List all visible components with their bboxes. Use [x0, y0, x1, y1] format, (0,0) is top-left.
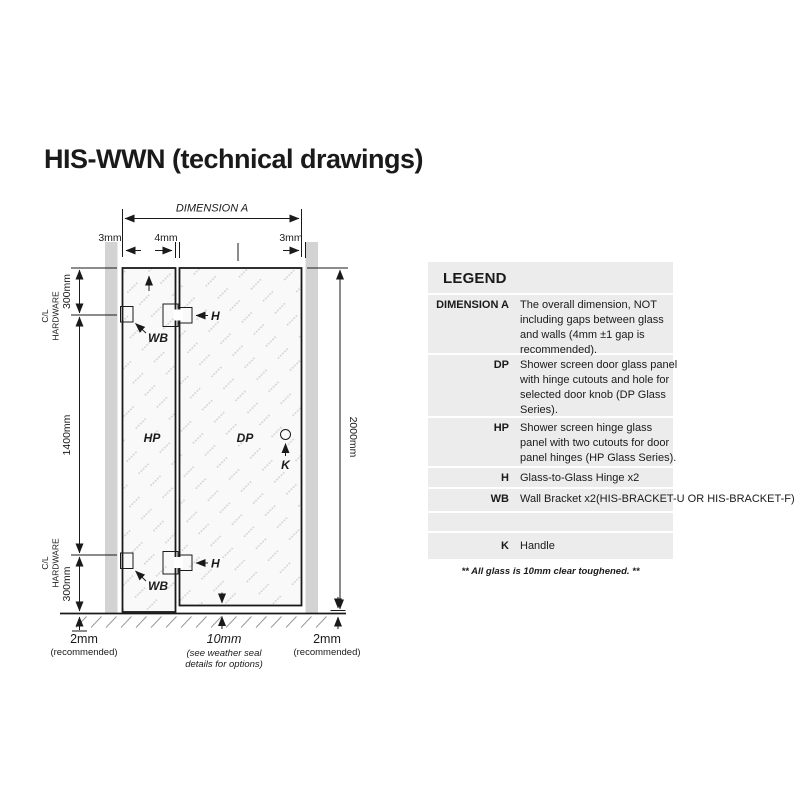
- floor-gap-right-note: (recommended): [293, 647, 361, 658]
- legend-term: DIMENSION A: [436, 299, 509, 311]
- handle-label: K: [281, 458, 290, 472]
- gap-right-label: 3mm: [279, 232, 303, 244]
- legend-row-wb: [428, 487, 795, 511]
- dim-a-label: DIMENSION A: [175, 202, 249, 215]
- legend-panel: [428, 262, 795, 559]
- wall-left: [105, 242, 118, 613]
- legend-row-spacer: [428, 511, 673, 531]
- technical-drawing: [30, 190, 375, 690]
- legend-row-hp: [428, 416, 677, 466]
- legend-desc: Glass-to-Glass Hinge x2: [520, 472, 640, 484]
- dp-panel-label: DP: [236, 431, 254, 445]
- legend-row-dp: [428, 353, 678, 416]
- technical-drawing-svg: [30, 190, 375, 690]
- floor-hatch: [76, 617, 327, 628]
- hp-panel-label: HP: [143, 431, 161, 445]
- legend-desc: Shower screen hinge glass panel with two cutouts for door panel hinges (HP Glass Series).: [520, 422, 677, 464]
- legend-row-dimension-a: [428, 293, 673, 356]
- floor-gap-center-value: 10mm: [206, 632, 242, 646]
- h-bottom-label: H: [211, 556, 220, 571]
- floor-gap-center-note1: (see weather seal: [186, 648, 262, 659]
- cl-hardware-top-line2: HARDWARE: [50, 291, 61, 341]
- legend-header: LEGEND: [443, 270, 507, 287]
- gap-left-label: 3mm: [98, 232, 122, 244]
- legend-desc: Shower screen door glass panel with hinge cutouts and hole for selected door knob (DP Glass Series).: [520, 359, 678, 416]
- legend-term: DP: [493, 359, 509, 371]
- floor-gap-left-note: (recommended): [50, 647, 118, 658]
- cl-hardware-bottom-line1: C/L: [40, 556, 50, 570]
- floor-gap-right-value: 2mm: [313, 632, 341, 646]
- legend-term: K: [501, 540, 509, 552]
- legend-row-h: [428, 466, 673, 487]
- wall-right: [306, 242, 319, 613]
- cl-hardware-bottom-line2: HARDWARE: [50, 538, 61, 588]
- wb-top-label: WB: [148, 331, 168, 345]
- legend-desc: Wall Bracket x2(HIS-BRACKET-U OR HIS-BRACKET-F): [520, 493, 795, 505]
- dim-300-top-label: 300mm: [61, 273, 73, 310]
- dim-2000-label: 2000mm: [347, 416, 359, 458]
- dim-300-bottom-label: 300mm: [61, 566, 73, 602]
- legend-term: H: [501, 472, 509, 484]
- floor-gap-center-note2: details for options): [185, 659, 263, 670]
- floor-gap-left-value: 2mm: [70, 632, 98, 646]
- gap-middle-label: 4mm: [154, 232, 178, 244]
- dim-1400-label: 1400mm: [61, 414, 73, 456]
- page-title: HIS-WWN (technical drawings): [44, 144, 424, 174]
- legend-desc: Handle: [520, 540, 555, 552]
- wb-bottom-label: WB: [148, 579, 168, 593]
- h-top-label: H: [211, 309, 220, 323]
- legend-term: WB: [490, 493, 509, 505]
- glass-footnote: ** All glass is 10mm clear toughened. **: [461, 566, 640, 577]
- cl-hardware-top-line1: C/L: [40, 309, 50, 323]
- legend-row-k: [428, 531, 673, 559]
- legend-desc: The overall dimension, NOT including gaps between glass and walls (4mm ±1 gap is recommended).: [520, 299, 664, 356]
- legend-term: HP: [493, 422, 509, 434]
